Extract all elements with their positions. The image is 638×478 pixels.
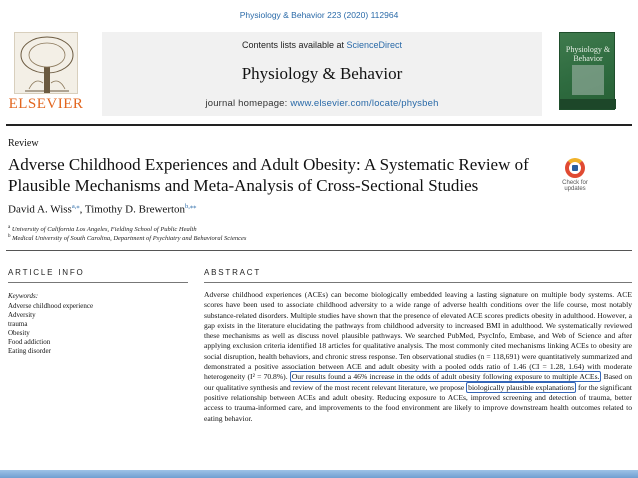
keyword-item: Adversity	[8, 311, 36, 319]
section-divider	[6, 250, 632, 251]
journal-banner	[102, 32, 542, 116]
keyword-item: Adverse childhood experience	[8, 302, 94, 310]
article-info-rule	[8, 282, 188, 283]
article-title: Adverse Childhood Experiences and Adult Obesity: A Systematic Review of Plausible Mechanisms and Meta-Analysis of Cross-Sectional Studies	[8, 155, 529, 195]
journal-header	[6, 32, 632, 124]
journal-citation[interactable]: Physiology & Behavior 223 (2020) 112964	[239, 10, 399, 20]
cover-bar	[560, 99, 616, 109]
check-for-updates-button[interactable]	[555, 158, 595, 194]
author-list	[8, 202, 196, 216]
abstract-rule	[204, 282, 632, 283]
keyword-item: Eating disorder	[8, 347, 51, 355]
article-info-heading: ARTICLE INFO	[8, 268, 85, 277]
keywords-title: Keywords:	[8, 292, 39, 300]
abstract-part-1: Adverse childhood experiences (ACEs) can become biologically embedded leaving a lasting signature on multiple body systems. ACE scores have been used to associate childhood adversity to a wide range of adverse health conditions over the life course, most notably substance-related disorders. Multiple studies have shown that the presence of elevated ACE scores predicts obesity in adulthood. However, a gap exists in the literature elucidating the pathways from childhood adversity to increased BMI in adulthood. We systematically reviewed these mechanisms as well as discuss novel plausible pathways. We searched PubMed, PsycInfo, Embase, and Web of Science and after applying exclusion criteria identified 18 articles for qualitative analysis. The most commonly cited mechanisms linking ACEs to obesity are social disruption, health behaviors, and chronic stress response. Ten observational studies (n = 118,691) were quantitatively summarized and demonstrated a positive association between ACE and adult obesity with a pooled odds ratio of 1.46 (CI = 1.28, 1.64) with moderate heterogeneity (I² = 70.8%).	[204, 290, 632, 382]
elsevier-tree-icon	[14, 32, 78, 94]
elsevier-logo[interactable]	[6, 32, 86, 122]
keywords-block	[8, 292, 188, 356]
check-for-updates-label: Check for updates	[562, 180, 588, 192]
contents-line	[102, 40, 542, 50]
abstract-text	[204, 290, 632, 424]
author-wiss-sup[interactable]: a,⁎	[71, 203, 80, 210]
author-wiss[interactable]: David A. Wiss	[8, 203, 72, 216]
cover-title: Physiology & Behavior	[565, 45, 611, 63]
affiliation-b-marker: b	[8, 234, 11, 239]
affiliation-b	[8, 234, 246, 242]
keyword-item: Food addiction	[8, 338, 51, 346]
abstract-heading: ABSTRACT	[204, 268, 262, 277]
update-check-icon	[565, 158, 585, 178]
affiliation-b-text: Medical University of South Carolina, Department of Psychiatry and Behavioral Sciences	[12, 235, 247, 243]
homepage-link[interactable]: www.elsevier.com/locate/physbeh	[290, 98, 439, 109]
sciencedirect-link[interactable]: ScienceDirect	[346, 40, 403, 50]
affiliation-a-text: University of California Los Angeles, Fielding School of Public Health	[11, 226, 197, 234]
affiliation-a	[8, 225, 197, 233]
author-brewerton-sup[interactable]: b,⁎⁎	[185, 203, 197, 210]
keyword-item: trauma	[8, 320, 28, 328]
article-type: Review	[8, 138, 39, 149]
affiliation-a-marker: a	[8, 225, 11, 230]
elsevier-wordmark: ELSEVIER	[8, 96, 84, 112]
abstract-part-3: for the significant positive relationship between ACEs and adult obesity. Reducing exposure to ACEs, improved screening and detection of trauma, better access to trauma-informed care, and improvements to the food environment are likely to improve downstream health outcomes related to eating behavior.	[204, 382, 632, 423]
abstract-highlight-results: Our results found a 46% increase in the odds of adult obesity following exposure to multiple ACEs.	[291, 372, 600, 382]
keyword-item: Obesity	[8, 329, 30, 337]
homepage-line	[102, 98, 542, 109]
abstract-highlight-explanations: biologically plausible explanations	[468, 382, 575, 392]
homepage-prefix: journal homepage:	[205, 98, 291, 109]
journal-name: Physiology & Behavior	[241, 64, 403, 83]
author-separator[interactable]: , Timothy D. Brewerton	[79, 203, 186, 216]
window-bottom-bar	[0, 470, 638, 478]
abstract-part-2: Based on our qualitative synthesis and review of the most recent relevant literature, we propose	[204, 372, 633, 392]
journal-cover-thumbnail[interactable]	[559, 32, 615, 110]
contents-prefix: Contents lists available at	[241, 40, 347, 50]
header-divider	[6, 124, 632, 126]
cover-art	[572, 65, 604, 95]
